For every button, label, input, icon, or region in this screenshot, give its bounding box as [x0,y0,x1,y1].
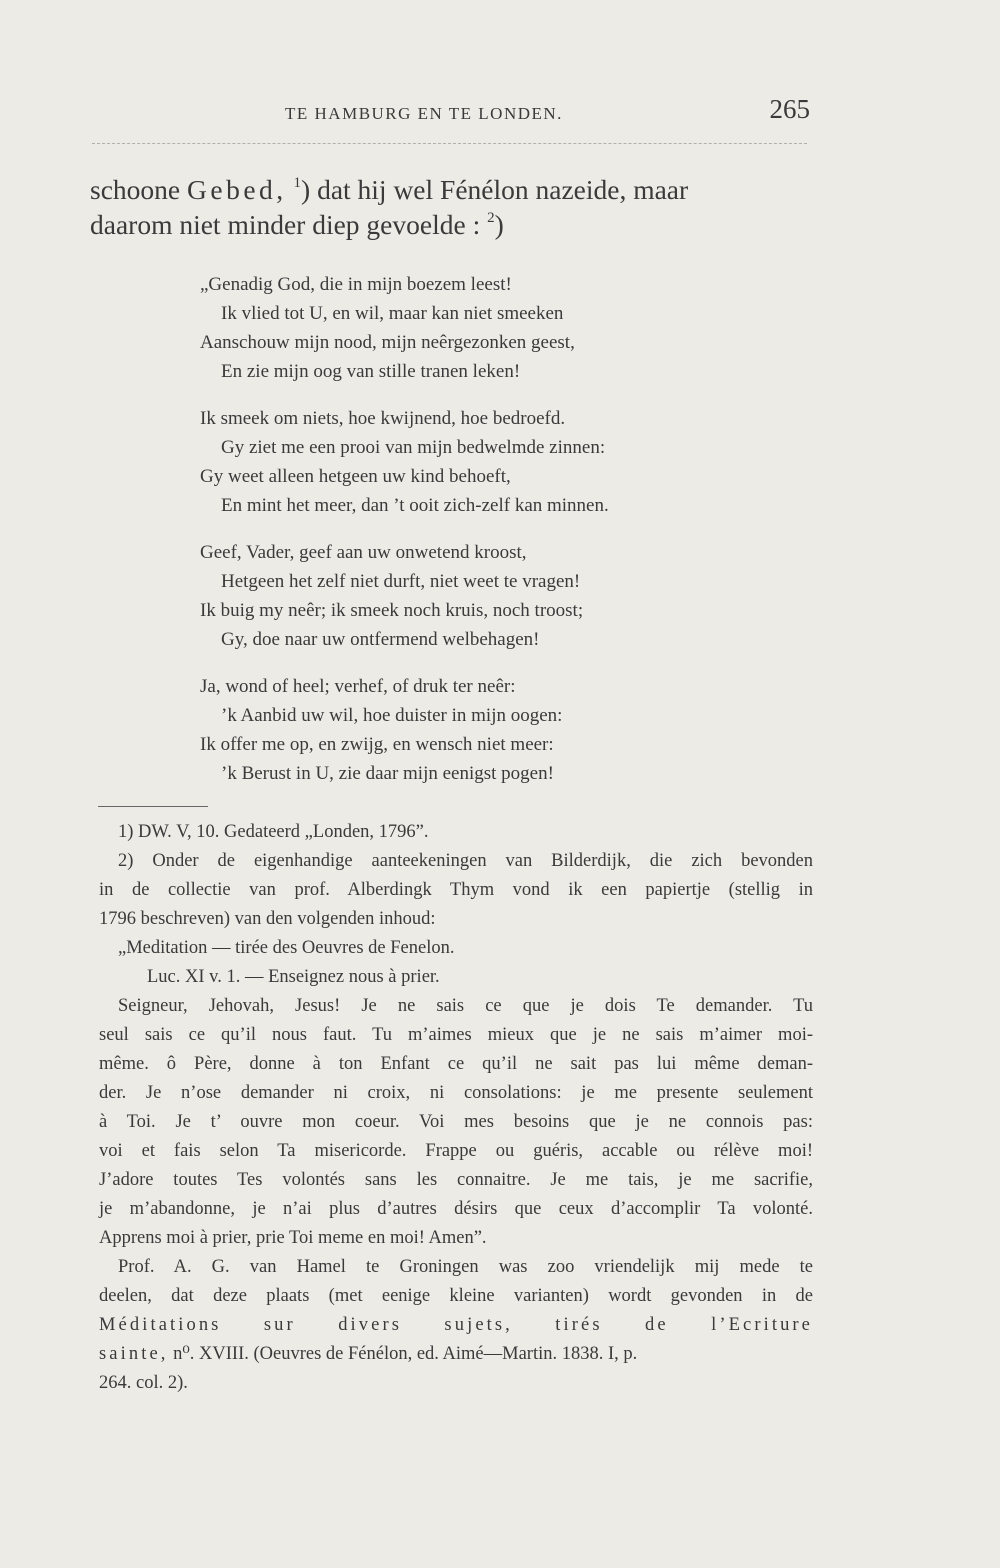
poem-line: Aanschouw mijn nood, mijn neêrgezonken geest, [200,332,575,353]
footnote-2-line: 2) Onder de eigenhandige aanteekeningen van Bilderdijk, die zich bevonden [118,851,813,871]
running-head: TE HAMBURG EN TE LONDEN. [285,104,563,123]
poem-line: Geef, Vader, geef aan uw onwetend kroost, [200,542,527,563]
hamel-line: 264. col. 2). [99,1373,188,1393]
quote-reference: Luc. XI v. 1. — Enseignez nous à prier. [147,967,440,987]
footnote-1: 1) DW. V, 10. Gedateerd „Londen, 1796”. [118,822,429,842]
quote-line: der. Je n’ose demander ni croix, ni consolations: je me presente seulement [99,1083,813,1103]
footnote-2-line: in de collectie van prof. Alberdingk Thym vond ik een papiertje (stellig in [99,880,813,900]
quote-line: même. ô Père, donne à ton Enfant ce qu’il ne sait pas lui même deman- [99,1054,813,1074]
page-number: 265 [769,94,810,124]
poem-line: ’k Aanbid uw wil, hoe duister in mijn oogen: [221,705,563,726]
quote-line: voi et fais selon Ta misericorde. Frappe ou guéris, accable ou rélève moi! [99,1141,813,1161]
poem-line: „Genadig God, die in mijn boezem leest! [200,274,512,295]
stanza-2 [200,404,760,520]
poem [200,270,760,806]
quote-line: Seigneur, Jehovah, Jesus! Je ne sais ce que je dois Te demander. Tu [118,996,813,1016]
poem-line: Ik offer me op, en zwijg, en wensch niet meer: [200,734,554,755]
hamel-line: Prof. A. G. van Hamel te Groningen was zoo vriendelijk mij mede te [118,1257,813,1277]
poem-line: ’k Berust in U, zie daar mijn eenigst pogen! [221,763,554,784]
poem-line: Ja, wond of heel; verhef, of druk ter neêr: [200,676,516,697]
poem-line: Ik vlied tot U, en wil, maar kan niet smeeken [221,303,564,324]
hamel-spaced-title: Méditations sur divers sujets, tirés de l’Ecriture [99,1315,813,1335]
stanza-4 [200,672,760,788]
intro-line-1: schoone Gebed, $^1$) dat hij wel Fénélon nazeide, maar [90,174,689,205]
footnote-2-line: 1796 beschreven) van den volgenden inhoud: [99,909,436,929]
poem-line: En zie mijn oog van stille tranen leken! [221,361,521,382]
quote-line: seul sais ce qu’il nous faut. Tu m’aimes mieux que je ne sais m’aimer moi- [99,1025,813,1045]
footnote-ref-2: 2 [487,210,495,226]
stanza-3 [200,538,760,654]
hamel-spaced-title-2: sainte, [99,1344,169,1364]
page-header [90,94,810,130]
quote-line: je m’abandonne, je n’ai plus d’autres désirs que ceux d’accomplir Ta volonté. [99,1199,813,1219]
header-rule [92,143,807,148]
poem-line: Gy ziet me een prooi van mijn bedwelmde zinnen: [221,437,606,458]
stanza-1 [200,270,760,386]
hamel-line: sainte, n⁰. XVIII. (Oeuvres de Fénélon, ed. Aimé—Martin. 1838. I, p. [99,1344,638,1364]
poem-line: Ik buig my neêr; ik smeek noch kruis, noch troost; [200,600,584,621]
gebed-spaced: Gebed, [187,174,287,205]
poem-line: Hetgeen het zelf niet durft, niet weet te vragen! [221,571,581,592]
footnote-rule [98,806,208,807]
quote-line: J’adore toutes Tes volontés sans les connaitre. Je me tais, je me sacrifie, [99,1170,813,1190]
intro-paragraph [90,172,810,242]
quote-line: à Toi. Je t’ ouvre mon coeur. Voi mes besoins que je ne connois pas: [99,1112,813,1132]
footnotes [99,818,813,1398]
footnote-ref-1: 1 [293,175,302,191]
poem-line: Ik smeek om niets, hoe kwijnend, hoe bedroefd. [200,408,566,429]
poem-line: Gy, doe naar uw ontfermend welbehagen! [221,629,540,650]
intro-line-2: daarom niet minder diep gevoelde : $^2$) [90,209,504,240]
quote-line: Apprens moi à prier, prie Toi meme en moi! Amen”. [99,1228,487,1248]
poem-line: En mint het meer, dan ’t ooit zich-zelf kan minnen. [221,495,609,516]
quote-title: „Meditation — tirée des Oeuvres de Fenelon. [118,938,455,958]
poem-line: Gy weet alleen hetgeen uw kind behoeft, [200,466,511,487]
hamel-line: deelen, dat deze plaats (met eenige kleine varianten) wordt gevonden in de [99,1286,813,1306]
